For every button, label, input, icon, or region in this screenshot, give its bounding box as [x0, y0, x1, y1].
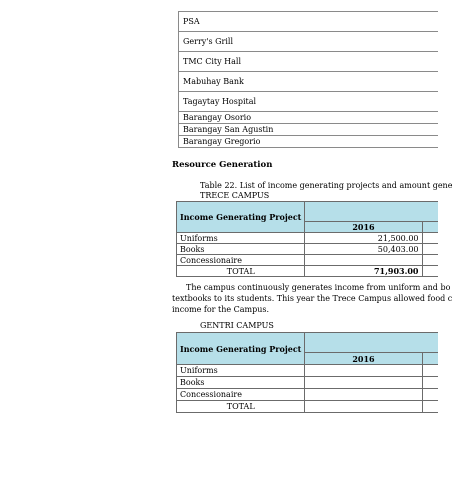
- total-value: [305, 401, 422, 413]
- partner-cell: Gerry's Grill: [179, 32, 439, 52]
- row-label: Concessionaire: [177, 389, 305, 401]
- header-project: Income Generating Project: [177, 333, 305, 365]
- gentri-income-table: [176, 332, 438, 413]
- partner-cell: Barangay San Agustin: [179, 124, 439, 136]
- paragraph-line: The campus continuously generates income from uniform and bo: [186, 283, 451, 292]
- section-heading: Resource Generation: [172, 160, 273, 170]
- partner-cell: Tagaytay Hospital: [179, 92, 439, 112]
- row-value: 21,500.00: [305, 233, 422, 244]
- row-value: [305, 255, 422, 266]
- partner-cell: Barangay Gregorio: [179, 136, 439, 148]
- table-caption-line: Table 22. List of income generating projects and amount gene: [200, 181, 452, 190]
- header-blank: [422, 222, 438, 233]
- header-project: Income Generating Project: [177, 202, 305, 233]
- row-label: Books: [177, 377, 305, 389]
- partner-cell: TMC City Hall: [179, 52, 439, 72]
- row-value: [305, 365, 422, 377]
- row-value: [305, 377, 422, 389]
- partner-cell: Barangay Osorio: [179, 112, 439, 124]
- table-caption: [200, 181, 452, 201]
- campus-label: TRECE CAMPUS: [200, 191, 270, 200]
- row-label: Uniforms: [177, 233, 305, 244]
- header-year: 2016: [305, 222, 422, 233]
- paragraph-line: textbooks to its students. This year the Trece Campus allowed food c: [172, 294, 452, 303]
- total-label: TOTAL: [177, 266, 305, 277]
- partner-cell: Mabuhay Bank: [179, 72, 439, 92]
- row-label: Uniforms: [177, 365, 305, 377]
- row-label: Books: [177, 244, 305, 255]
- header-blank: [422, 333, 438, 353]
- paragraph: [172, 282, 452, 315]
- paragraph-line: income for the Campus.: [172, 305, 270, 314]
- partners-table: [178, 11, 438, 148]
- row-value: 50,403.00: [305, 244, 422, 255]
- header-blank: [305, 333, 422, 353]
- total-label: TOTAL: [177, 401, 305, 413]
- gentri-caption: GENTRI CAMPUS: [200, 321, 274, 330]
- trece-income-table: [176, 201, 438, 277]
- header-blank: [305, 202, 422, 222]
- header-year: 2016: [305, 353, 422, 365]
- header-blank: [422, 202, 438, 222]
- row-value: [305, 389, 422, 401]
- total-value: 71,903.00: [305, 266, 422, 277]
- partner-cell: PSA: [179, 12, 439, 32]
- row-label: Concessionaire: [177, 255, 305, 266]
- header-blank: [422, 353, 438, 365]
